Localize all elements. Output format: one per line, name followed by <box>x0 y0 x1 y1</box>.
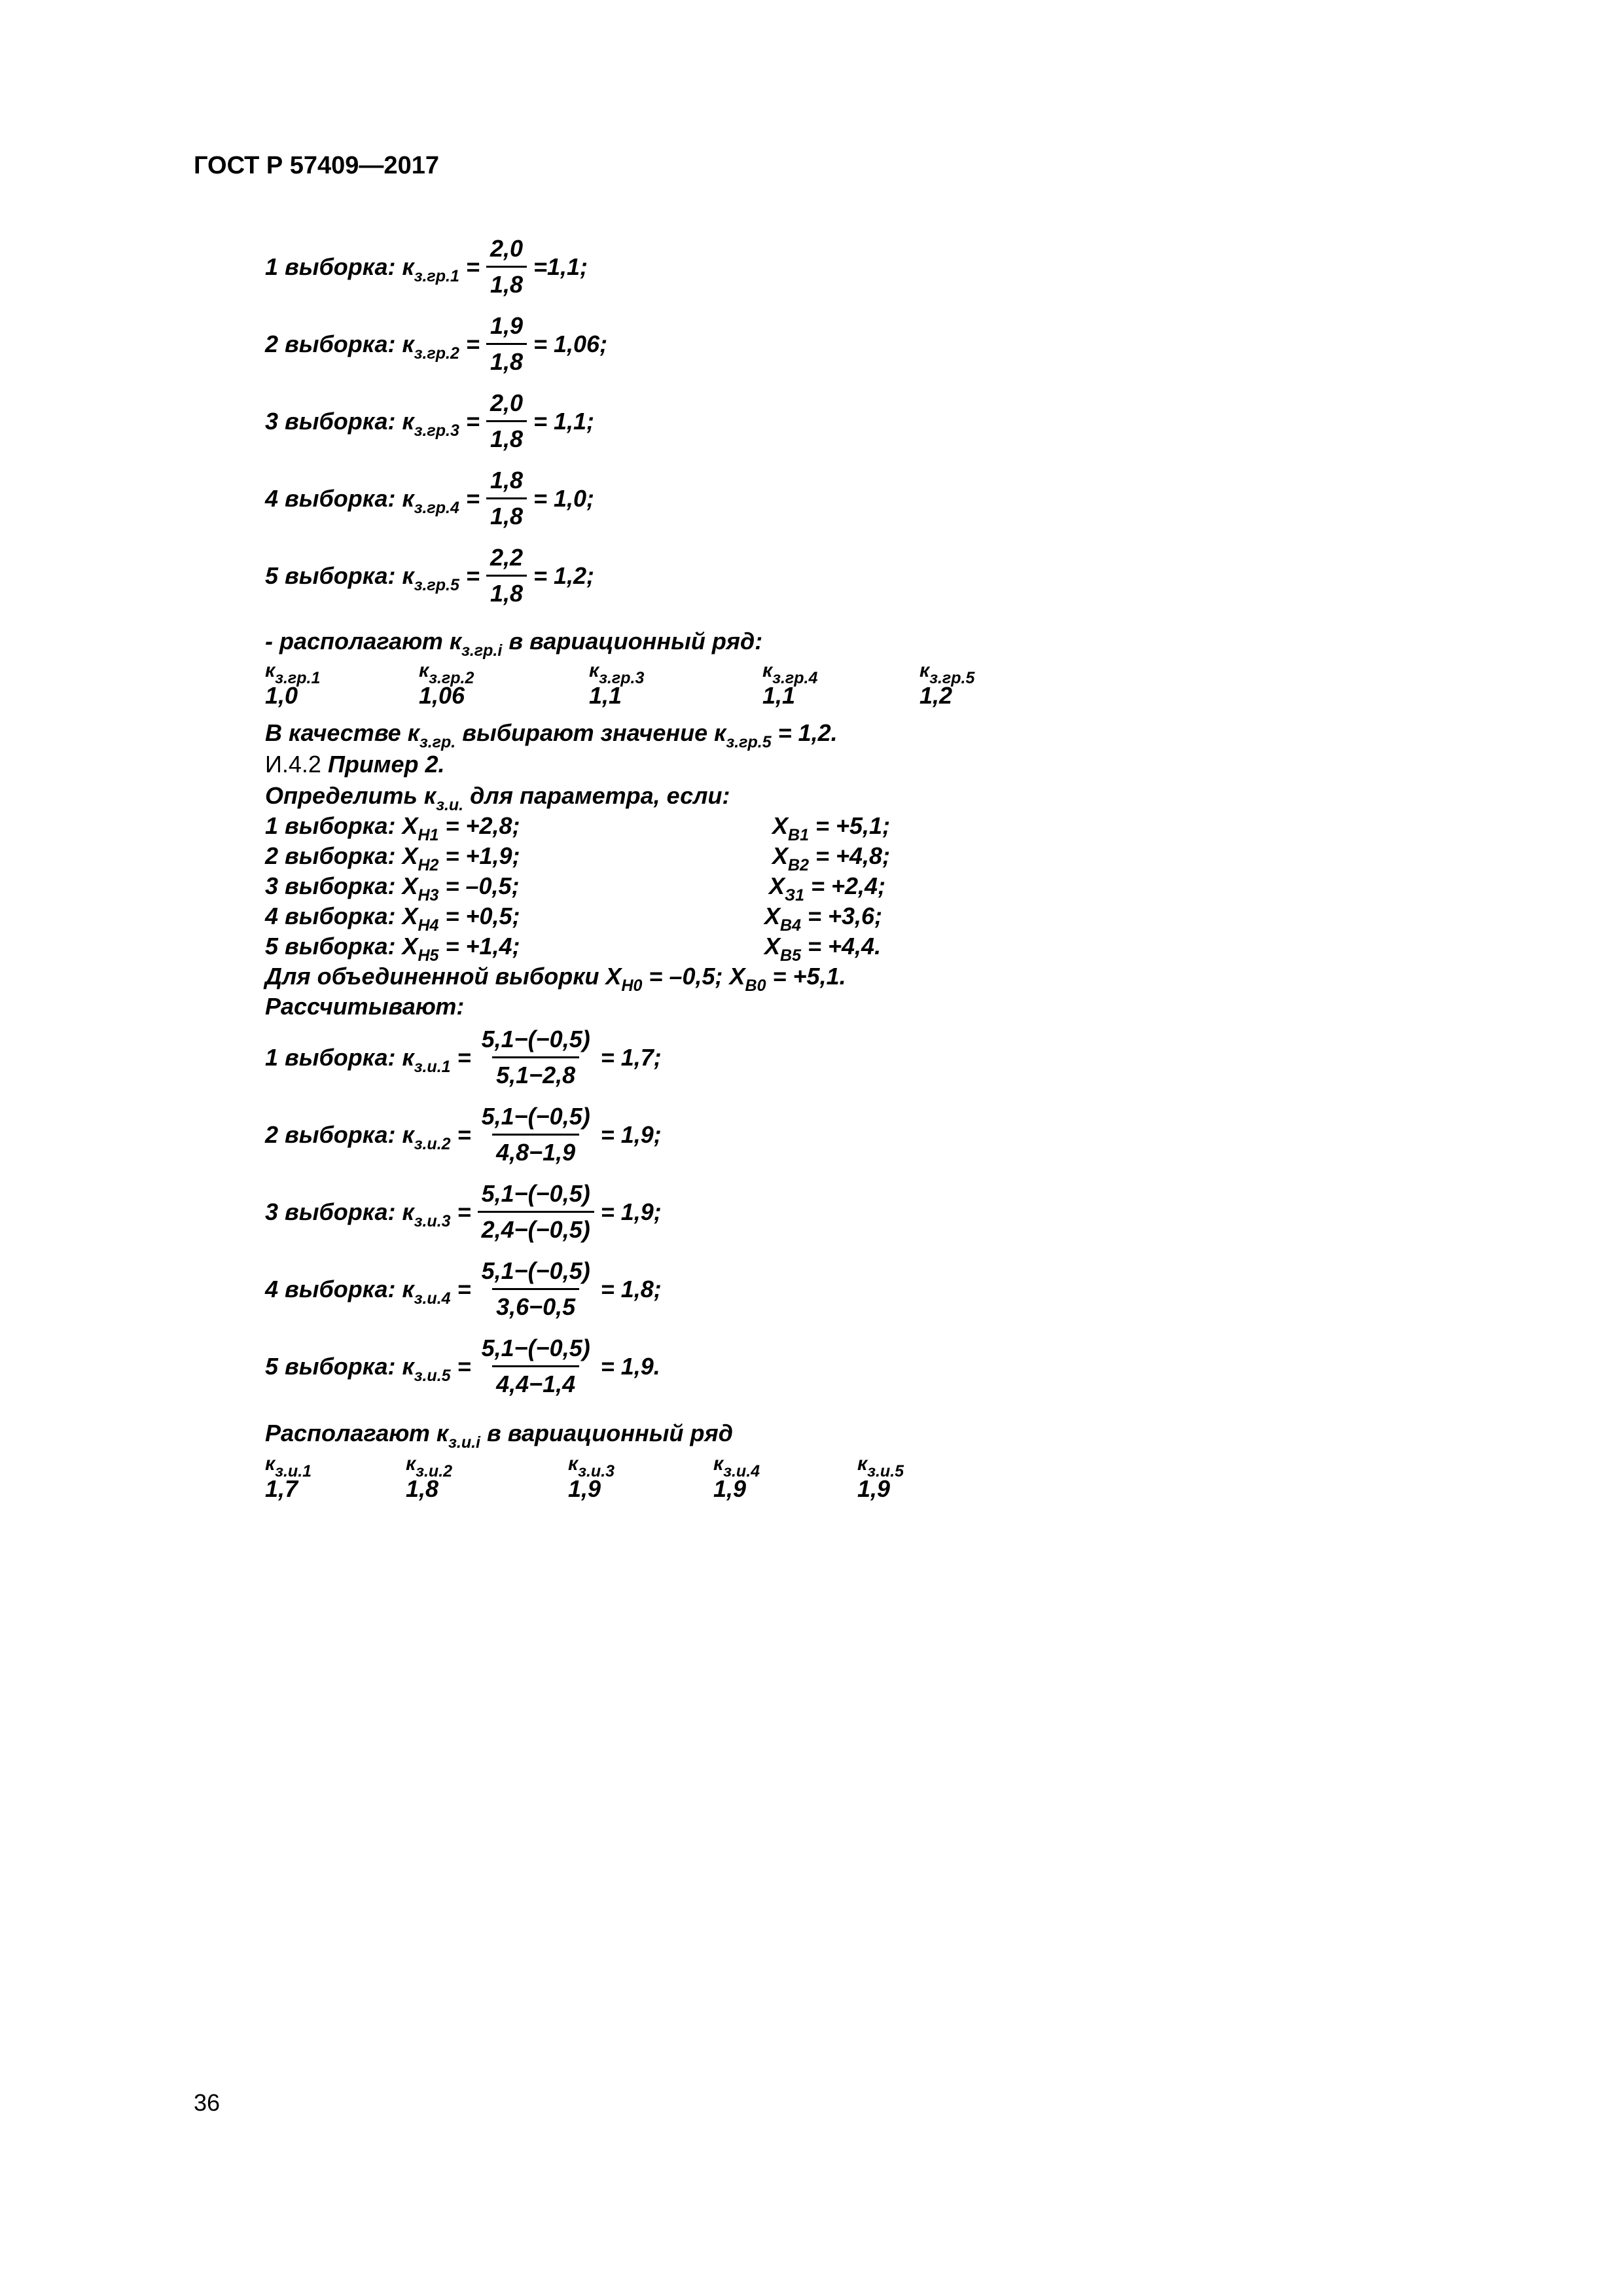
series2-column-1: $к_{з.и.1}$ 1,7 <box>265 1453 312 1502</box>
equation-result: = 1,06; <box>533 330 608 357</box>
equation-label: 4 выборка: $к_{з.и.4}$ = <box>265 1275 471 1308</box>
equation-label: 1 выборка: $к_{з.гр.1}$ = <box>265 253 480 285</box>
fraction: $\frac{5,1-(-0,5)}{4,4-1,4}$ <box>481 1335 590 1397</box>
group-equation-4 <box>265 467 594 529</box>
fraction: $\frac{2,0}{1,8}$ <box>486 390 527 452</box>
combined-sample-line: Для объединенной выборки $X_{Н0} = -0,5$; $X_{В0} = +5,1$. <box>265 963 846 995</box>
equation-label: 5 выборка: $к_{з.гр.5}$ = <box>265 562 480 594</box>
fraction: $\frac{1,9}{1,8}$ <box>486 313 527 375</box>
sample-left-5: 5 выборка: $X_{Н5} = +1,4$; <box>265 933 520 965</box>
page-number: 36 <box>194 2089 221 2116</box>
example-heading: И.4.2 Пример 2. <box>265 751 445 778</box>
group-equation-1 <box>265 236 588 298</box>
equation-label: 2 выборка: $к_{з.гр.2}$ = <box>265 330 480 363</box>
iz-equation-4 <box>265 1258 662 1320</box>
series-column-5: $к_{з.гр.5}$ 1,2 <box>919 660 975 709</box>
equation-result: =1,1; <box>533 253 588 280</box>
sample-right-2: $X_{В2} = +4,8$; <box>772 842 891 874</box>
equation-label: 3 выборка: $к_{з.гр.3}$ = <box>265 407 480 440</box>
series-column-3: $к_{з.гр.3}$ 1,1 <box>589 660 645 709</box>
fraction: $\frac{5,1-(-0,5)}{3,6-0,5}$ <box>481 1257 590 1320</box>
series-intro-2: Располагают $к_{з.и.i}$ в вариационный ряд <box>265 1420 733 1452</box>
series2-column-2: $к_{з.и.2}$ 1,8 <box>406 1453 453 1502</box>
sample-right-4: $X_{В4} = +3,6$; <box>764 903 883 935</box>
series-column-2: $к_{з.гр.2}$ 1,06 <box>419 660 474 709</box>
fraction: $\frac{5,1-(-0,5)}{2,4-(-0,5)}$ <box>478 1181 594 1243</box>
choice-line: В качестве $к_{з.гр.}$ выбирают значение $к_{з.гр.5} = 1,2$. <box>265 719 838 751</box>
equation-result: = 1,0; <box>533 484 595 512</box>
equation-result: = 1,8; <box>600 1275 662 1302</box>
page-title: ГОСТ Р 57409—2017 <box>194 152 439 179</box>
calc-intro: Рассчитывают: <box>265 993 465 1020</box>
equation-label: 5 выборка: $к_{з.и.5}$ = <box>265 1352 471 1385</box>
sample-left-1: 1 выборка: $X_{Н1} = +2,8$; <box>265 812 520 844</box>
iz-equation-1 <box>265 1026 662 1088</box>
fraction: $\frac{5,1-(-0,5)}{5,1-2,8}$ <box>481 1026 590 1088</box>
iz-equation-3 <box>265 1181 662 1243</box>
equation-result: = 1,9; <box>600 1198 662 1225</box>
sample-left-2: 2 выборка: $X_{Н2} = +1,9$; <box>265 842 520 874</box>
iz-equation-5 <box>265 1335 660 1397</box>
iz-equation-2 <box>265 1103 662 1166</box>
equation-label: 1 выборка: $к_{з.и.1}$ = <box>265 1043 471 1076</box>
series-column-4: $к_{з.гр.4}$ 1,1 <box>762 660 818 709</box>
equation-result: = 1,7; <box>600 1043 662 1071</box>
series2-column-5: $к_{з.и.5}$ 1,9 <box>857 1453 904 1502</box>
fraction: $\frac{5,1-(-0,5)}{4,8-1,9}$ <box>481 1103 590 1166</box>
equation-label: 2 выборка: $к_{з.и.2}$ = <box>265 1121 471 1153</box>
sample-right-3: $X_{З1} = +2,4$; <box>769 872 886 905</box>
equation-label: 4 выборка: $к_{з.гр.4}$ = <box>265 484 480 517</box>
fraction: $\frac{2,2}{1,8}$ <box>486 545 527 607</box>
equation-label: 3 выборка: $к_{з.и.3}$ = <box>265 1198 471 1230</box>
equation-result: = 1,1; <box>533 407 595 435</box>
equation-result: = 1,9. <box>600 1352 660 1380</box>
fraction: $\frac{2,0}{1,8}$ <box>486 236 527 298</box>
task-line: Определить $к_{з.и.}$ для параметра, если: <box>265 782 730 814</box>
sample-left-3: 3 выборка: $X_{Н3} = -0,5$; <box>265 872 520 905</box>
group-equation-3 <box>265 390 594 452</box>
equation-result: = 1,9; <box>600 1121 662 1148</box>
series2-column-4: $к_{з.и.4}$ 1,9 <box>713 1453 760 1502</box>
group-equation-2 <box>265 313 607 375</box>
fraction: $\frac{1,8}{1,8}$ <box>486 467 527 529</box>
group-equation-5 <box>265 545 594 607</box>
equation-result: = 1,2; <box>533 562 595 589</box>
sample-right-5: $X_{В5} = +4,4$. <box>764 933 882 965</box>
sample-right-1: $X_{В1} = +5,1$; <box>772 812 891 844</box>
series-column-1: $к_{з.гр.1}$ 1,0 <box>265 660 321 709</box>
series2-column-3: $к_{з.и.3}$ 1,9 <box>568 1453 615 1502</box>
series-intro-1: - располагают $к_{з.гр.i}$ в вариационный ряд: <box>265 628 763 660</box>
sample-left-4: 4 выборка: $X_{Н4} = +0,5$; <box>265 903 520 935</box>
